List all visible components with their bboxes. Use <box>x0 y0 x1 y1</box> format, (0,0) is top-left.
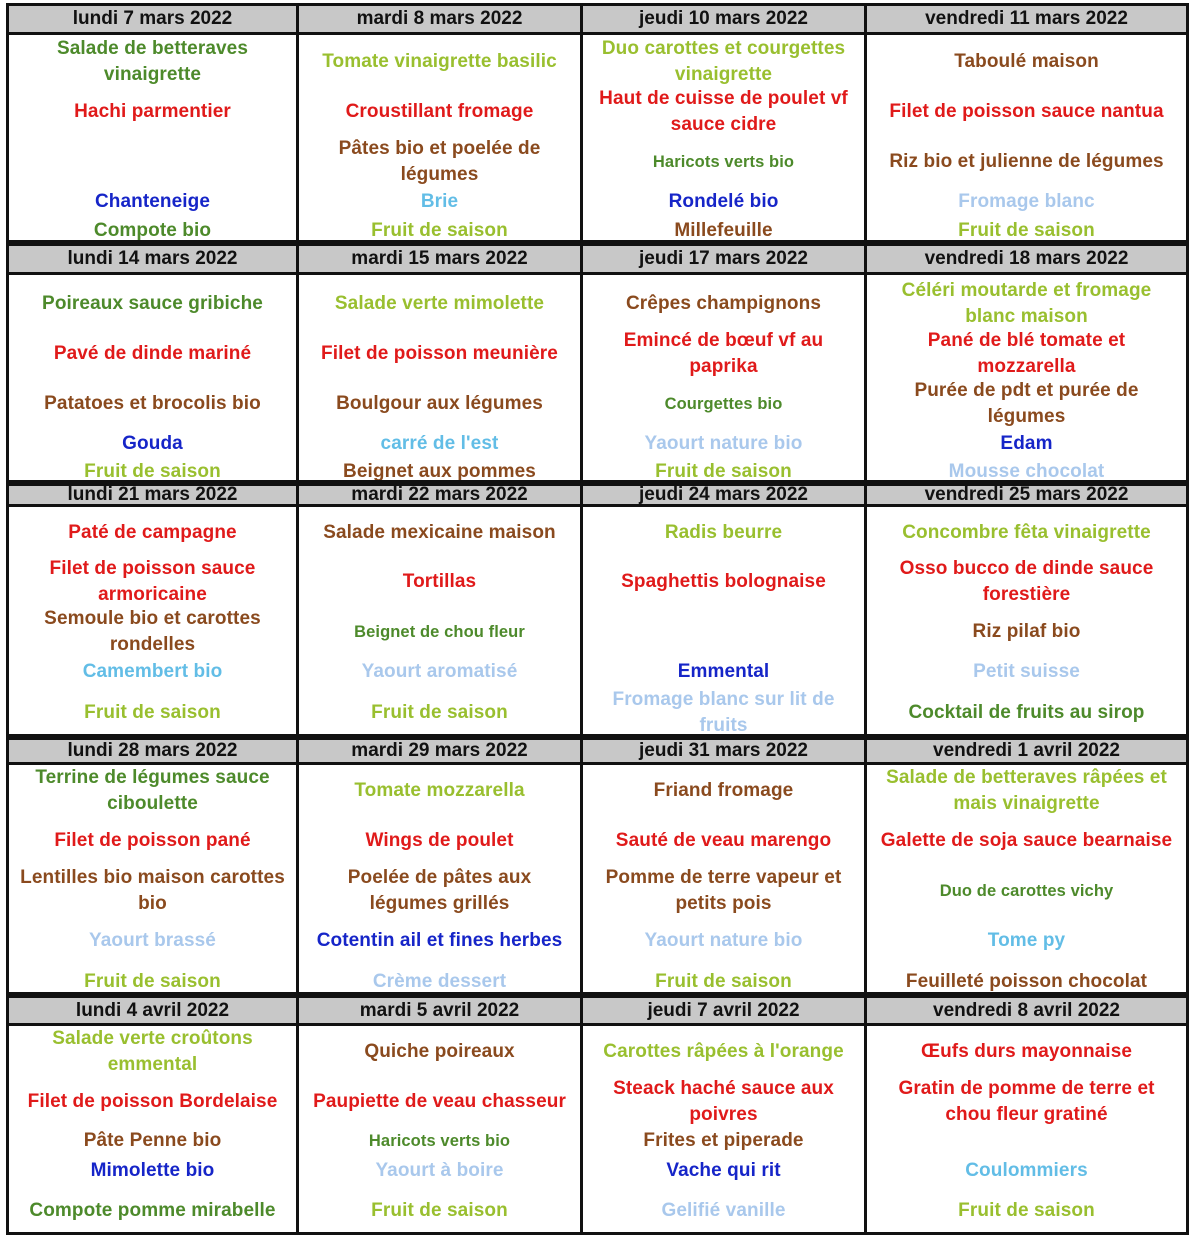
dairy: Fromage blanc <box>958 191 1095 212</box>
day-menu-cell <box>296 272 583 483</box>
entree: Salade mexicaine maison <box>323 522 556 543</box>
entree: Concombre fêta vinaigrette <box>902 522 1151 543</box>
day-menu-cell <box>296 1023 583 1235</box>
dairy: Edam <box>1000 433 1053 454</box>
dessert: Mousse chocolat <box>948 461 1105 482</box>
dairy: Tome py <box>987 930 1066 951</box>
side-dish: Pâte Penne bio <box>83 1130 222 1151</box>
main-dish: Spaghettis bolognaise <box>621 571 826 592</box>
entree: Salade de betteraves vinaigrette <box>56 38 249 85</box>
dairy: Cotentin ail et fines herbes <box>316 930 563 951</box>
day-header: lundi 4 avril 2022 <box>6 995 299 1026</box>
week-row <box>6 483 1189 737</box>
entree: Duo carottes et courgettes vinaigrette <box>601 38 846 85</box>
dessert: Fromage blanc sur lit de fruits <box>612 689 835 736</box>
dairy: Rondelé bio <box>668 191 779 212</box>
entree: Terrine de légumes sauce ciboulette <box>35 767 270 814</box>
entree: Crêpes champignons <box>625 293 821 314</box>
dairy: Camembert bio <box>82 661 223 682</box>
dessert: Fruit de saison <box>371 702 508 723</box>
main-dish: Filet de poisson sauce nantua <box>889 101 1164 122</box>
week-row <box>6 737 1189 995</box>
day-header: mardi 5 avril 2022 <box>296 995 583 1026</box>
main-dish: Pané de blé tomate et mozzarella <box>927 330 1126 377</box>
side-dish: Patatoes et brocolis bio <box>44 393 261 414</box>
entree: Céléri moutarde et fromage blanc maison <box>901 280 1152 327</box>
dairy: Chanteneige <box>94 191 211 212</box>
dessert: Crème dessert <box>372 971 507 992</box>
side-dish: Frites et piperade <box>643 1130 804 1151</box>
entree: Tomate mozzarella <box>354 780 525 801</box>
day-menu-cell <box>864 272 1189 483</box>
day-menu-cell <box>296 32 583 243</box>
dairy: Yaourt nature bio <box>644 930 803 951</box>
main-dish: Wings de poulet <box>365 830 514 851</box>
main-dish: Haut de cuisse de poulet vf sauce cidre <box>599 88 848 135</box>
day-header: jeudi 10 mars 2022 <box>580 3 867 35</box>
main-dish: Gratin de pomme de terre et chou fleur gratiné <box>898 1078 1155 1125</box>
dessert: Beignet aux pommes <box>343 461 536 482</box>
dairy: Yaourt brassé <box>89 930 216 951</box>
day-header: lundi 28 mars 2022 <box>6 737 299 765</box>
day-menu-cell <box>6 272 299 483</box>
main-dish: Pavé de dinde mariné <box>53 343 252 364</box>
main-dish: Tortillas <box>402 571 477 592</box>
day-header: jeudi 24 mars 2022 <box>580 483 867 507</box>
week-row <box>6 995 1189 1235</box>
day-menu-cell <box>580 504 867 737</box>
dairy: Yaourt nature bio <box>644 433 803 454</box>
day-menu-cell <box>864 1023 1189 1235</box>
side-dish: Beignet de chou fleur <box>354 623 525 641</box>
day-header: jeudi 7 avril 2022 <box>580 995 867 1026</box>
dessert: Cocktail de fruits au sirop <box>908 702 1145 723</box>
side-dish: Poelée de pâtes aux légumes grillés <box>347 867 532 914</box>
dessert: Fruit de saison <box>84 702 221 723</box>
main-dish: Paupiette de veau chasseur <box>313 1091 566 1112</box>
day-menu-cell <box>6 504 299 737</box>
dessert: Fruit de saison <box>371 220 508 241</box>
dairy: Yaourt à boire <box>375 1160 504 1181</box>
main-dish: Hachi parmentier <box>74 101 231 122</box>
dessert: Fruit de saison <box>84 971 221 992</box>
day-header: vendredi 18 mars 2022 <box>864 243 1189 275</box>
entree: Paté de campagne <box>68 522 237 543</box>
dairy: Vache qui rit <box>666 1160 781 1181</box>
entree: Poireaux sauce gribiche <box>42 293 263 314</box>
dairy: Mimolette bio <box>90 1160 215 1181</box>
day-menu-cell <box>864 762 1189 995</box>
day-header: mardi 15 mars 2022 <box>296 243 583 275</box>
entree: Carottes râpées à l'orange <box>603 1041 844 1062</box>
day-header: lundi 14 mars 2022 <box>6 243 299 275</box>
entree: Tomate vinaigrette basilic <box>322 51 557 72</box>
day-menu-cell <box>864 504 1189 737</box>
main-dish: Filet de poisson pané <box>54 830 251 851</box>
day-menu-cell <box>6 32 299 243</box>
side-dish: Semoule bio et carottes rondelles <box>44 608 261 655</box>
entree: Radis beurre <box>664 522 783 543</box>
day-header: vendredi 8 avril 2022 <box>864 995 1189 1026</box>
day-header: jeudi 17 mars 2022 <box>580 243 867 275</box>
entree: Friand fromage <box>653 780 794 801</box>
day-header: mardi 22 mars 2022 <box>296 483 583 507</box>
dairy: Petit suisse <box>973 661 1080 682</box>
week-row <box>6 3 1189 243</box>
entree: Œufs durs mayonnaise <box>920 1041 1133 1062</box>
dessert: Fruit de saison <box>655 971 792 992</box>
entree: Salade verte mimolette <box>334 293 545 314</box>
day-header: mardi 8 mars 2022 <box>296 3 583 35</box>
dessert: Fruit de saison <box>655 461 792 482</box>
side-dish: Haricots verts bio <box>652 153 795 171</box>
dairy: Coulommiers <box>965 1160 1088 1181</box>
side-dish: Haricots verts bio <box>368 1132 511 1150</box>
weekly-menu-table <box>6 3 1189 1235</box>
day-header: vendredi 25 mars 2022 <box>864 483 1189 507</box>
day-menu-cell <box>580 32 867 243</box>
dessert: Millefeuille <box>674 220 773 241</box>
day-menu-cell <box>580 272 867 483</box>
dessert: Feuilleté poisson chocolat <box>905 971 1148 992</box>
dessert: Fruit de saison <box>958 220 1095 241</box>
dairy: carré de l'est <box>380 433 499 454</box>
main-dish: Galette de soja sauce bearnaise <box>880 830 1173 851</box>
day-header: vendredi 1 avril 2022 <box>864 737 1189 765</box>
entree: Taboulé maison <box>954 51 1099 72</box>
day-menu-cell <box>6 762 299 995</box>
dairy: Gouda <box>122 433 183 454</box>
day-header: lundi 7 mars 2022 <box>6 3 299 35</box>
main-dish: Steack haché sauce aux poivres <box>613 1078 834 1125</box>
day-header: vendredi 11 mars 2022 <box>864 3 1189 35</box>
main-dish: Emincé de bœuf vf au paprika <box>623 330 824 377</box>
dessert: Fruit de saison <box>371 1200 508 1221</box>
main-dish: Filet de poisson meunière <box>321 343 558 364</box>
dessert: Compote bio <box>93 220 212 241</box>
dessert: Fruit de saison <box>84 461 221 482</box>
dairy: Yaourt aromatisé <box>361 661 518 682</box>
main-dish: Croustillant fromage <box>345 101 534 122</box>
side-dish: Riz bio et julienne de légumes <box>889 151 1164 172</box>
day-header: jeudi 31 mars 2022 <box>580 737 867 765</box>
day-header: mardi 29 mars 2022 <box>296 737 583 765</box>
side-dish: Riz pilaf bio <box>972 621 1081 642</box>
main-dish: Filet de poisson sauce armoricaine <box>49 558 256 605</box>
day-menu-cell <box>580 1023 867 1235</box>
side-dish: Pomme de terre vapeur et petits pois <box>605 867 842 914</box>
dessert: Compote pomme mirabelle <box>29 1200 276 1221</box>
entree: Salade de betteraves râpées et mais vinaigrette <box>886 767 1167 814</box>
day-menu-cell <box>6 1023 299 1235</box>
side-dish: Courgettes bio <box>664 395 783 413</box>
day-header: lundi 21 mars 2022 <box>6 483 299 507</box>
dessert: Fruit de saison <box>958 1200 1095 1221</box>
side-dish: Lentilles bio maison carottes bio <box>20 867 285 914</box>
entree: Salade verte croûtons emmental <box>52 1028 253 1075</box>
dairy: Brie <box>420 191 459 212</box>
main-dish: Osso bucco de dinde sauce forestière <box>899 558 1154 605</box>
side-dish: Purée de pdt et purée de légumes <box>914 380 1139 427</box>
day-menu-cell <box>864 32 1189 243</box>
side-dish: Duo de carottes vichy <box>939 882 1114 900</box>
entree: Quiche poireaux <box>364 1041 515 1062</box>
dairy: Emmental <box>677 661 770 682</box>
day-menu-cell <box>296 504 583 737</box>
main-dish: Sauté de veau marengo <box>615 830 832 851</box>
side-dish: Pâtes bio et poelée de légumes <box>338 138 541 185</box>
side-dish: Boulgour aux légumes <box>336 393 543 414</box>
day-menu-cell <box>580 762 867 995</box>
dessert: Gelifié vanille <box>661 1200 786 1221</box>
day-menu-cell <box>296 762 583 995</box>
main-dish: Filet de poisson Bordelaise <box>27 1091 278 1112</box>
week-row <box>6 243 1189 483</box>
